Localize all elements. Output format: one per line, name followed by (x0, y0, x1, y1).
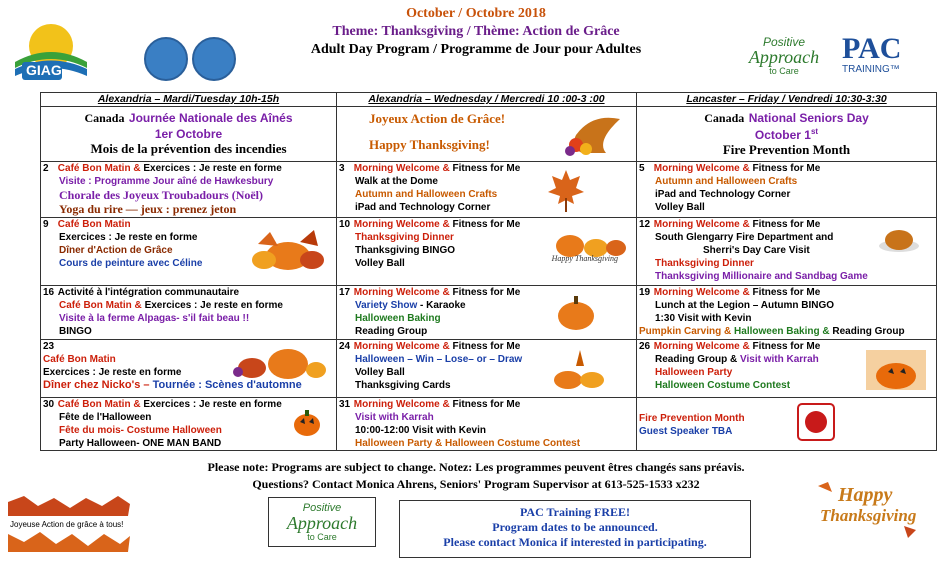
day-number: 5 (639, 163, 645, 174)
positive-text: Positive (762, 35, 806, 49)
activity: Café Bon Matin (57, 219, 131, 230)
activity: Morning Welcome & (353, 287, 450, 298)
day-cell (41, 218, 337, 286)
activity: Exercices : Je reste en forme (144, 300, 283, 311)
activity: Visit with Karrah (355, 412, 434, 423)
activity: Fête du mois- Costume Halloween (59, 425, 222, 436)
thanksgiving-text: Thanksgiving (820, 506, 917, 525)
activity: Morning Welcome & (653, 163, 750, 174)
positive-text: Positive (302, 502, 342, 514)
day-cell (637, 162, 937, 218)
activity: Morning Welcome & (353, 341, 450, 352)
activity: Halloween Party & Halloween Costume Contest (355, 438, 581, 449)
to-care-text: to Care (307, 532, 337, 542)
gourds-icon (550, 346, 610, 390)
calendar-title: October / Octobre 2018 (406, 6, 546, 21)
activity: Sherri's Day Care Visit (703, 245, 810, 256)
activity: Exercices : Je reste en forme (59, 232, 198, 243)
day-number: 12 (639, 219, 651, 230)
seniors-day-fr: Journée Nationale des Aînés (128, 111, 293, 125)
activity: 1:30 Visit with Kevin (655, 313, 752, 324)
week-row (41, 398, 937, 451)
column-header-wednesday: Alexandria – Wednesday / Mercredi 10 :00-3 :00 (337, 93, 637, 107)
day-cell (637, 286, 937, 340)
activity: Walk at the Dome (355, 176, 438, 187)
activity: Fitness for Me (752, 219, 821, 230)
activity: Dîner d'Action de Grâce (59, 245, 173, 256)
thanksgiving-en: Happy Thanksgiving! (369, 137, 490, 152)
date-suffix: st (810, 127, 819, 136)
program-name: Adult Day Program / Programme de Jour pour Adultes (310, 42, 642, 57)
activity: Halloween Baking & (734, 326, 830, 337)
activity: BINGO (59, 326, 92, 337)
approach-text: Approach (286, 513, 358, 533)
to-care-text: to Care (769, 66, 799, 76)
day-number: 16 (43, 287, 55, 298)
day-cell (637, 398, 937, 451)
day-number: 23 (43, 341, 55, 352)
activity: Thanksgiving BINGO (355, 245, 456, 256)
activity: Fitness for Me (752, 163, 821, 174)
activity: Halloween Costume Contest (655, 380, 791, 391)
activity: Chorale des Joyeux Troubadours (Noël) (59, 188, 264, 202)
day-cell (337, 398, 637, 451)
activity: Halloween – Win – Lose– or – Draw (355, 354, 523, 365)
activity: Fitness for Me (452, 341, 521, 352)
activity: Visite à la ferme Alpagas- s'il fait beau !! (59, 313, 250, 324)
activity: Morning Welcome & (653, 287, 750, 298)
activity: Autumn and Halloween Crafts (655, 176, 798, 187)
day-cell (41, 340, 337, 398)
day-number: 31 (339, 399, 351, 410)
day-number: 3 (339, 163, 345, 174)
pac-training-info-box (399, 500, 751, 558)
positive-approach-logo-bottom (268, 497, 376, 547)
seniors-day-en: National Seniors Day (748, 111, 869, 125)
activity: Fitness for Me (752, 341, 821, 352)
day-number: 26 (639, 341, 651, 352)
activity: iPad and Technology Corner (655, 189, 791, 200)
week-row (41, 340, 937, 398)
activity: Pumpkin Carving & (639, 326, 732, 337)
intro-cell-friday (637, 107, 937, 162)
activity: Morning Welcome & (353, 163, 450, 174)
activity: 10:00-12:00 Visit with Kevin (355, 425, 486, 436)
seniors-day-date-en: October 1 (754, 128, 811, 142)
day-cell (337, 218, 637, 286)
day-number: 9 (43, 219, 49, 230)
activity: Café Bon Matin (43, 354, 116, 365)
activity: Morning Welcome & (653, 219, 750, 230)
fire-prevention-en: Fire Prevention Month (722, 142, 851, 157)
activity: Morning Welcome & (653, 341, 750, 352)
activity: Tournée : Scènes d'automne (152, 379, 302, 391)
activity: Reading Group (355, 326, 428, 337)
activity: Lunch at the Legion – Autumn BINGO (655, 300, 835, 311)
day-number: 30 (43, 399, 55, 410)
activity: Variety Show (355, 300, 418, 311)
activity: Cours de peinture avec Céline (59, 258, 203, 269)
cornucopia-icon (562, 113, 622, 157)
activity: Thanksgiving Dinner (355, 232, 454, 243)
day-cell (41, 286, 337, 340)
activity: Exercices : Je reste en forme (143, 163, 282, 174)
jack-o-lantern-icon (292, 408, 322, 438)
day-number: 2 (43, 163, 49, 174)
harvest-pumpkins-icon (248, 222, 328, 272)
day-cell (637, 218, 937, 286)
activity: Morning Welcome & (353, 399, 450, 410)
activity: Dîner chez Nicko's – (43, 379, 150, 391)
note-contact: Questions? Contact Monica Ahrens, Seniors' Program Supervisor at 613-525-1533 x232 (252, 477, 700, 491)
week-row (41, 286, 937, 340)
pac-text: PAC (842, 32, 902, 65)
day-number: 17 (339, 287, 351, 298)
autumn-leaves-banner (4, 494, 132, 554)
thanksgiving-fr: Joyeux Action de Grâce! (369, 111, 506, 126)
day-number: 19 (639, 287, 651, 298)
intro-row (41, 107, 937, 162)
note-programs-change: Please note: Programs are subject to change. Notez: Les programmes peuvent êtres changés sans préavis. (207, 460, 745, 474)
activity: - Karaoke (420, 300, 466, 311)
pac-dates-tba: Program dates to be announced. (492, 520, 658, 534)
happy-thanksgiving-art (812, 480, 920, 540)
giag-text: GIAG (26, 62, 62, 78)
activity: Fitness for Me (452, 219, 521, 230)
pumpkin-icon (556, 292, 596, 332)
autumn-harvest-icon (228, 342, 328, 382)
activity: Party Halloween- ONE MAN BAND (59, 438, 222, 449)
activity: Fitness for Me (752, 287, 821, 298)
pac-training-free: PAC Training FREE! (519, 505, 630, 519)
activity: Halloween Party (655, 367, 733, 378)
calendar-theme: Theme: Thanksgiving / Thème: Action de Grâce (332, 24, 620, 39)
fire-department-badge-icon (796, 402, 836, 442)
week-row (41, 218, 937, 286)
intro-cell-wednesday (337, 107, 637, 162)
calendar-table (40, 92, 937, 451)
day-cell (337, 162, 637, 218)
approach-text: Approach (748, 47, 820, 67)
pac-training-text: TRAINING™ (842, 64, 900, 75)
day-number: 10 (339, 219, 351, 230)
activity: Activité à l'intégration communautaire (57, 287, 240, 298)
joyeuse-action-caption: Joyeuse Action de grâce à tous! (10, 520, 124, 529)
canada-wordmark: Canada (84, 111, 125, 125)
activity: iPad and Technology Corner (355, 202, 491, 213)
intro-cell-tuesday (41, 107, 337, 162)
happy-thanksgiving-caption: Happy Thanksgiving (551, 254, 618, 263)
activity: Volley Ball (655, 202, 705, 213)
activity: Visite : Programme Jour aîné de Hawkesbury (59, 176, 274, 187)
activity: Reading Group (832, 326, 905, 337)
activity: Exercices : Je reste en forme (143, 399, 282, 410)
activity: Autumn and Halloween Crafts (355, 189, 498, 200)
activity: Volley Ball (355, 367, 405, 378)
activity: Thanksgiving Cards (355, 380, 451, 391)
activity: Café Bon Matin & (57, 163, 141, 174)
turkey-dinner-icon (878, 222, 920, 254)
pac-contact-monica: Please contact Monica if interested in participating. (443, 535, 707, 549)
maple-leaf-icon (546, 168, 586, 212)
canada-wordmark: Canada (704, 111, 745, 125)
activity: Visit with Karrah (740, 354, 819, 365)
activity: Café Bon Matin & (57, 399, 141, 410)
day-cell (337, 340, 637, 398)
activity: Halloween Baking (355, 313, 441, 324)
activity: Fitness for Me (452, 163, 521, 174)
activity: Guest Speaker TBA (639, 426, 733, 437)
day-cell (637, 340, 937, 398)
day-number: 24 (339, 341, 351, 352)
activity: South Glengarry Fire Department and (655, 232, 834, 243)
activity: Thanksgiving Dinner (655, 258, 754, 269)
activity: Morning Welcome & (353, 219, 450, 230)
day-cell (337, 286, 637, 340)
activity: Reading Group & (655, 354, 738, 365)
activity: Exercices : Je reste en forme (43, 367, 182, 378)
activity: Volley Ball (355, 258, 405, 269)
week-row (41, 162, 937, 218)
jack-o-lantern-icon (866, 350, 926, 390)
activity: Fitness for Me (452, 287, 521, 298)
column-header-row (41, 93, 937, 107)
seniors-day-date-fr: 1er Octobre (154, 127, 223, 141)
column-header-friday: Lancaster – Friday / Vendredi 10:30-3:30 (637, 93, 937, 107)
day-cell (41, 162, 337, 218)
activity: Thanksgiving Millionaire and Sandbag Game (655, 271, 868, 282)
day-cell (41, 398, 337, 451)
column-header-tuesday: Alexandria – Mardi/Tuesday 10h-15h (41, 93, 337, 107)
activity: Fire Prevention Month (639, 413, 745, 424)
activity: Fitness for Me (452, 399, 521, 410)
happy-text: Happy (838, 484, 893, 506)
fire-prevention-fr: Mois de la prévention des incendies (90, 141, 287, 156)
activity: Café Bon Matin & (59, 300, 142, 311)
activity: Yoga du rire — jeux : prenez jeton (59, 202, 237, 216)
activity: Fête de l'Halloween (59, 412, 152, 423)
